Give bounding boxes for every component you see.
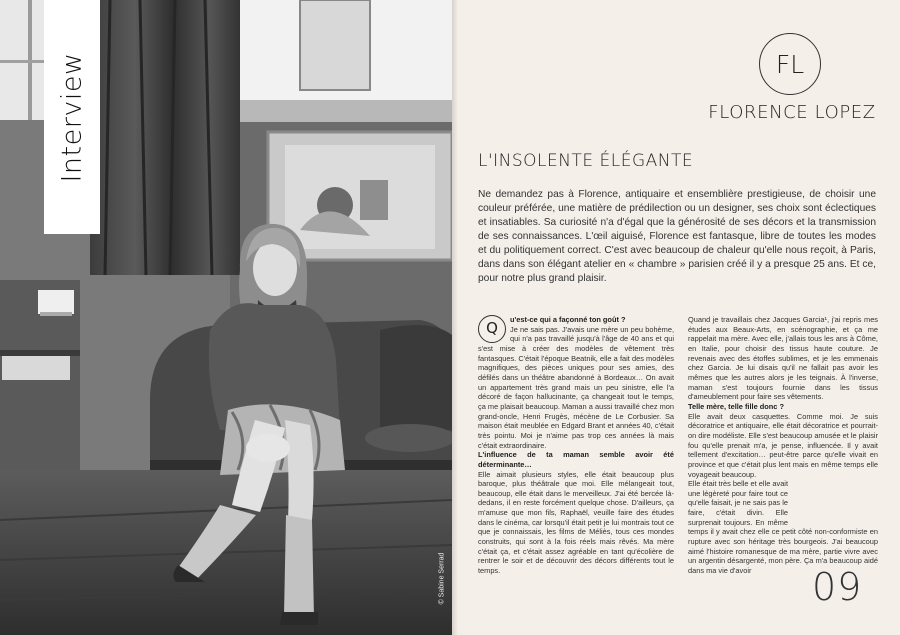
answer-1: Je ne sais pas. J'avais une mère un peu bohème, qui n'a pas travaillé jusqu'à l'âge de 40 ans et qui s'est mise à créer des modèles de vêtement très fantasques. C'était l'époque Beatnik, elle a fait des modèles magnifiques, des pièces uniques pour ses amies, des défilés dans un théâtre abandonné à Bordeaux… On avait un appartement très grand mais un peu sinistre, elle l'a décoré de façon hallucinante, ça changeait tout le temps, ça me plaisait beaucoup. Maman a aussi travaillé chez mon grand-oncle, Henri Frugès, mécène de Le Corbusier. Sa maison était meublée en Edgard Brant et années 40, c'était très pointu. Moi je n'aime pas trop ces années là mais c'était extraordinaire. <box>478 324 674 450</box>
answer-2-continued: Quand je travaillais chez Jacques Garcia¹, j'ai repris mes études aux Beaux-Arts, en scénographie, et ça me rappelait ma mère. Avec elle, j'allais tous les ans à Côme, en Italie, pour choisir des tissus haute couture. Je revenais avec des étoffes sublimes, et je les emmenais chez Garcia. Je lui disais qu'il ne fallait pas avoir les mêmes que les autres alors je les teignais. À l'inverse, maman s'est toujours fournie dans les tissus d'ameublement pour faire ses vêtements. <box>688 315 878 402</box>
text-column-right <box>688 315 878 576</box>
question-1: u'est-ce qui a façonné ton goût ? <box>510 315 626 324</box>
page-number-spacer <box>788 479 878 519</box>
page-gutter <box>452 0 458 635</box>
answer-3: Elle avait deux casquettes. Comme moi. Je suis décoratrice et antiquaire, elle était décoratrice et pourrait-on dire modéliste. Elle s'est beaucoup amusée et le plaisir fou qu'elle prenait m'a, je pense, influencée. Il y avait tellement d'excitation… peut-être parce qu'elle vivait en province et que c'était plus lent mais en même temps elle voyageait beaucoup. <box>688 411 878 479</box>
question-initial: Q <box>486 319 498 338</box>
page-number: 09 <box>812 565 863 609</box>
monogram-badge <box>759 33 821 95</box>
interviewee-name: FLORENCE LOPEZ <box>708 102 876 123</box>
answer-2: Elle aimait plusieurs styles, elle était beaucoup plus baroque, plus théâtrale que moi. Elle mélangeait tout, beaucoup, elle était dans le merveilleux. J'ai été bercée là-dedans, il en reste forcément quelque chose. D'ailleurs, ça m'amuse que mon fils, Raphaël, veuille faire des études dans le cinéma, car lorsqu'il était petit je lui montrais tout ce que je connaissais, les films de Méliès, tous ces mondes construits, qui sont à la fois réels mais rêvés. Ma mère c'était ça, et c'était assez agréable en tant qu'écolière de rentrer le soir et de découvrir des décors différents tout le temps. <box>478 469 674 576</box>
monogram-text: FL <box>775 49 805 79</box>
article-intro: Ne demandez pas à Florence, antiquaire et ensemblière prestigieuse, de choisir une couleur préférée, une matière de prédilection ou un designer, ses choix sont éclectiques et insatiables. Sa curiosité n'a d'égal que la générosité de ses décors et la transmission de ses connaissances. L'œil aiguisé, Florence est fantasque, libre de toutes les modes et du politiquement correct. C'est avec beaucoup de chaleur qu'elle nous reçoit, à Paris, dans dans son élégant atelier en « chambre » parisien créé il y a presque 25 ans. Et ce, pour notre plus grand plaisir. <box>478 189 876 284</box>
answer-4: Elle était très belle et elle avait une légèreté pour faire tout ce qu'elle faisait, je ne sais pas le faire, c'était divin. Elle surprenait toujours. En même temps il y avait chez elle ce petit côté non-conformiste en rupture avec son héritage très bourgeois. J'ai beaucoup aimé l'histoire romanesque de ma mère, partie vivre avec un argentin désargenté, mon père. Ça m'a beaucoup aidé dans ma vie d'avoir <box>688 479 878 576</box>
section-label <box>44 0 100 234</box>
question-2: L'influence de ta maman semble avoir été déterminante… <box>478 450 674 469</box>
photo-credit-text: © Sabine Serrad <box>438 552 446 604</box>
question-initial-badge <box>478 315 506 343</box>
photo-credit <box>436 528 448 628</box>
section-label-text: Interview <box>56 51 88 183</box>
article-headline: L'INSOLENTE ÉLÉGANTE <box>478 151 694 171</box>
text-column-left <box>478 315 674 576</box>
question-3: Telle mère, telle fille donc ? <box>688 401 784 411</box>
